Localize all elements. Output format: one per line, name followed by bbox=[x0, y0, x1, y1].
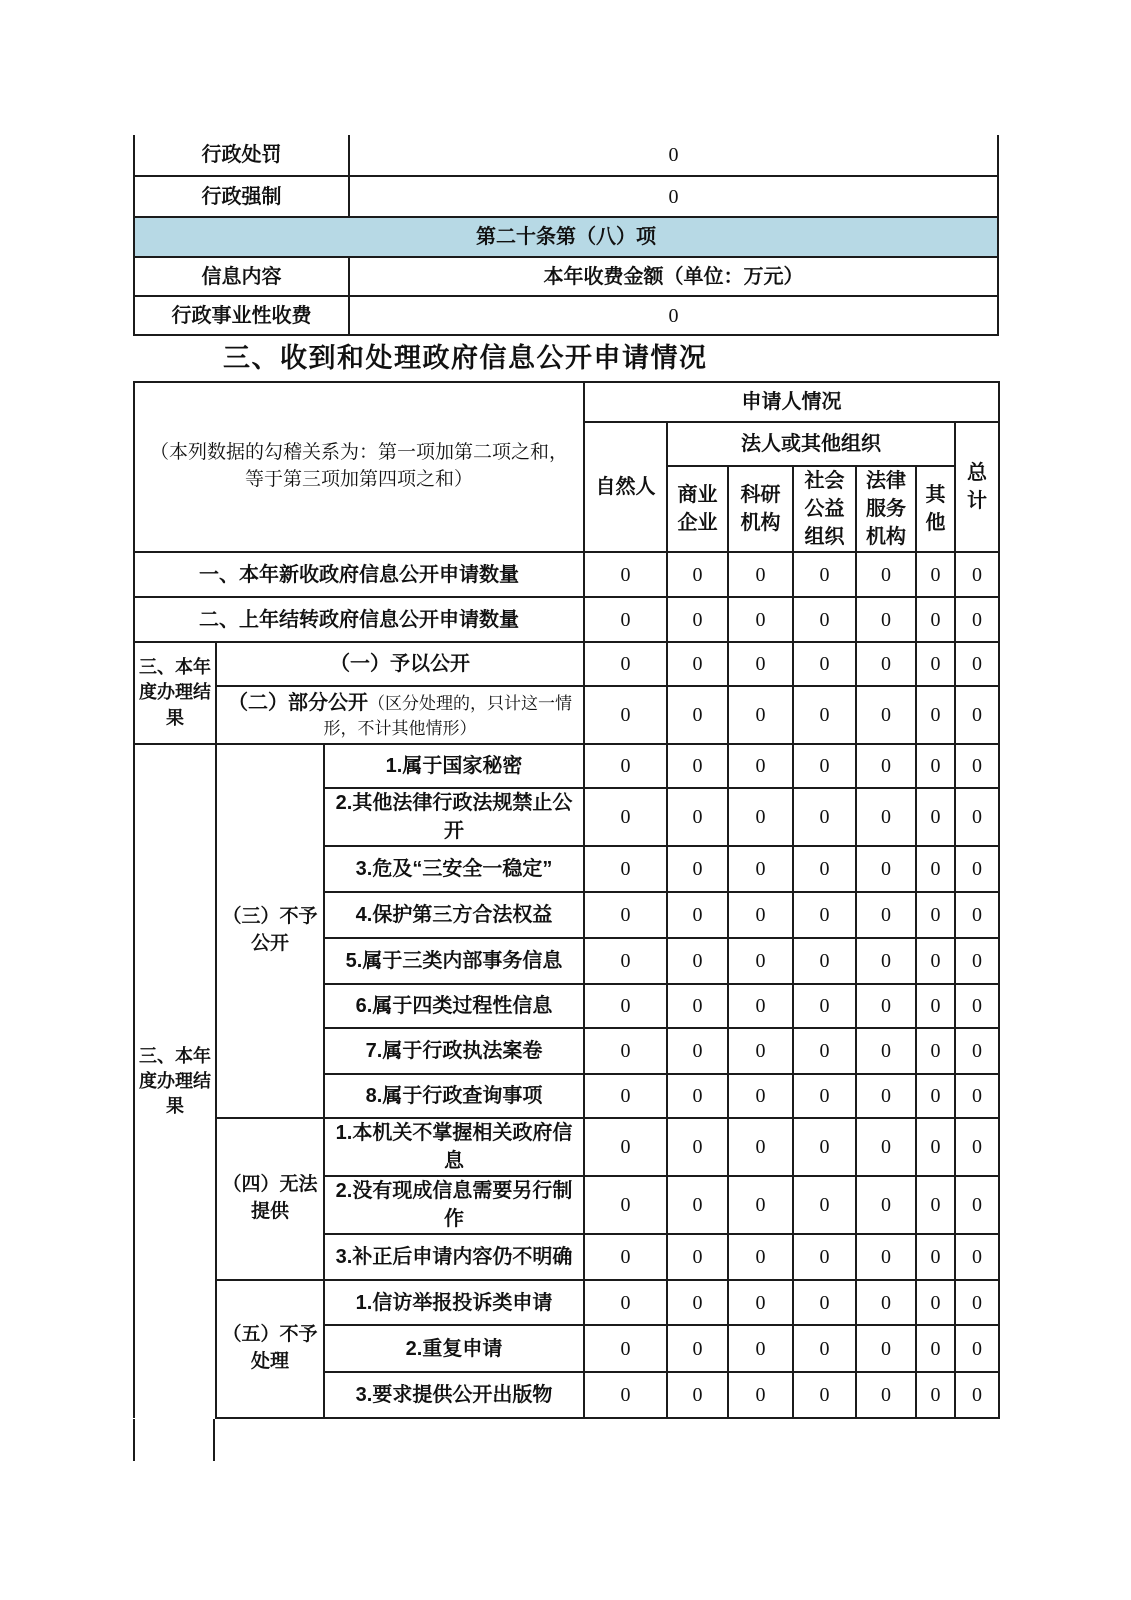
value-cell: 0 bbox=[667, 1372, 728, 1418]
value-cell: 0 bbox=[667, 1118, 728, 1176]
value-cell: 0 bbox=[584, 1118, 667, 1176]
value-cell: 0 bbox=[955, 892, 999, 938]
value-cell: 0 bbox=[955, 1372, 999, 1418]
value-cell: 0 bbox=[916, 984, 955, 1028]
value-cell: 0 bbox=[728, 1234, 793, 1280]
top-table bbox=[133, 135, 999, 336]
value-cell: 0 bbox=[793, 1028, 856, 1074]
value-cell: 0 bbox=[955, 1325, 999, 1372]
value-cell: 0 bbox=[667, 1074, 728, 1118]
value-cell: 0 bbox=[955, 984, 999, 1028]
blue-band: 第二十条第（八）项 bbox=[134, 217, 998, 257]
value-cell: 0 bbox=[856, 788, 916, 846]
item-label: 8.属于行政查询事项 bbox=[324, 1074, 584, 1118]
value-cell: 0 bbox=[667, 1234, 728, 1280]
value-cell: 0 bbox=[916, 686, 955, 744]
note-line-2: 等于第三项加第四项之和） bbox=[245, 469, 474, 490]
note-line-1: （本列数据的勾稽关系为：第一项加第二项之和， bbox=[150, 442, 569, 464]
row-label: 二、上年结转政府信息公开申请数量 bbox=[134, 597, 584, 642]
value-cell: 0 bbox=[793, 892, 856, 938]
value-cell: 0 bbox=[728, 846, 793, 892]
value-cell: 0 bbox=[916, 1234, 955, 1280]
value-cell: 0 bbox=[916, 744, 955, 788]
value-cell: 0 bbox=[856, 1372, 916, 1418]
section-heading: 三、收到和处理政府信息公开申请情况 bbox=[223, 343, 708, 373]
header-natural-person: 自然人 bbox=[584, 422, 667, 552]
value-cell: 0 bbox=[728, 744, 793, 788]
item-label: 4.保护第三方合法权益 bbox=[324, 892, 584, 938]
row-value: 0 bbox=[349, 176, 998, 217]
value-cell: 0 bbox=[793, 686, 856, 744]
value-cell: 0 bbox=[955, 1028, 999, 1074]
value-cell: 0 bbox=[916, 1372, 955, 1418]
value-cell: 0 bbox=[728, 984, 793, 1028]
value-cell: 0 bbox=[955, 642, 999, 686]
category-label: （五）不予处理 bbox=[216, 1280, 324, 1418]
row-label: 一、本年新收政府信息公开申请数量 bbox=[134, 552, 584, 597]
value-cell: 0 bbox=[728, 597, 793, 642]
row-label: 行政处罚 bbox=[134, 135, 349, 176]
value-cell: 0 bbox=[584, 1074, 667, 1118]
value-cell: 0 bbox=[955, 1118, 999, 1176]
value-cell: 0 bbox=[856, 1176, 916, 1234]
value-cell: 0 bbox=[584, 1176, 667, 1234]
value-cell: 0 bbox=[728, 1372, 793, 1418]
value-cell: 0 bbox=[856, 1028, 916, 1074]
value-cell: 0 bbox=[667, 1028, 728, 1074]
value-cell: 0 bbox=[793, 1280, 856, 1325]
value-cell: 0 bbox=[856, 686, 916, 744]
main-table bbox=[133, 381, 1000, 1419]
value-cell: 0 bbox=[667, 788, 728, 846]
value-cell: 0 bbox=[793, 597, 856, 642]
category-label: （四）无法提供 bbox=[216, 1118, 324, 1280]
value-cell: 0 bbox=[793, 1074, 856, 1118]
value-cell: 0 bbox=[584, 597, 667, 642]
value-cell: 0 bbox=[584, 984, 667, 1028]
value-cell: 0 bbox=[793, 1372, 856, 1418]
value-cell: 0 bbox=[955, 846, 999, 892]
category-label: （三）不予公开 bbox=[216, 744, 324, 1118]
value-cell: 0 bbox=[856, 744, 916, 788]
value-cell: 0 bbox=[856, 892, 916, 938]
value-cell: 0 bbox=[856, 642, 916, 686]
value-cell: 0 bbox=[667, 552, 728, 597]
header-org-col: 科研机构 bbox=[728, 466, 793, 552]
value-cell: 0 bbox=[916, 788, 955, 846]
value-cell: 0 bbox=[728, 1118, 793, 1176]
value-cell: 0 bbox=[667, 892, 728, 938]
item-label: 3.要求提供公开出版物 bbox=[324, 1372, 584, 1418]
value-cell: 0 bbox=[584, 846, 667, 892]
value-cell: 0 bbox=[728, 1028, 793, 1074]
value-cell: 0 bbox=[667, 846, 728, 892]
value-cell: 0 bbox=[916, 1325, 955, 1372]
value-cell: 0 bbox=[793, 1325, 856, 1372]
value-cell: 0 bbox=[793, 938, 856, 984]
value-cell: 0 bbox=[793, 1234, 856, 1280]
page-content bbox=[133, 135, 999, 1461]
value-cell: 0 bbox=[916, 1028, 955, 1074]
value-cell: 0 bbox=[955, 938, 999, 984]
value-cell: 0 bbox=[916, 938, 955, 984]
value-cell: 0 bbox=[667, 984, 728, 1028]
value-cell: 0 bbox=[856, 938, 916, 984]
value-cell: 0 bbox=[793, 1118, 856, 1176]
value-cell: 0 bbox=[856, 1280, 916, 1325]
value-cell: 0 bbox=[955, 1074, 999, 1118]
header-org-col: 法律服务机构 bbox=[856, 466, 916, 552]
row-value: 0 bbox=[349, 296, 998, 335]
value-cell: 0 bbox=[916, 597, 955, 642]
value-cell: 0 bbox=[856, 984, 916, 1028]
item-label: 2.其他法律行政法规禁止公开 bbox=[324, 788, 584, 846]
value-cell: 0 bbox=[584, 1280, 667, 1325]
value-cell: 0 bbox=[667, 744, 728, 788]
value-cell: 0 bbox=[667, 642, 728, 686]
value-cell: 0 bbox=[856, 1118, 916, 1176]
value-cell: 0 bbox=[955, 1280, 999, 1325]
item-label: 1.信访举报投诉类申请 bbox=[324, 1280, 584, 1325]
row-label: 行政事业性收费 bbox=[134, 296, 349, 335]
value-cell: 0 bbox=[584, 1325, 667, 1372]
item-label: 6.属于四类过程性信息 bbox=[324, 984, 584, 1028]
item-label: 1.属于国家秘密 bbox=[324, 744, 584, 788]
value-cell: 0 bbox=[916, 846, 955, 892]
value-cell: 0 bbox=[793, 1176, 856, 1234]
value-cell: 0 bbox=[856, 1234, 916, 1280]
item-label: 3.危及“三安全一稳定” bbox=[324, 846, 584, 892]
value-cell: 0 bbox=[728, 1280, 793, 1325]
group-label: 三、本年度办理结果 bbox=[134, 744, 216, 1418]
row-label: 信息内容 bbox=[134, 257, 349, 296]
value-cell: 0 bbox=[856, 846, 916, 892]
item-label: 2.没有现成信息需要另行制作 bbox=[324, 1176, 584, 1234]
row-label: （一）予以公开 bbox=[216, 642, 584, 686]
value-cell: 0 bbox=[955, 744, 999, 788]
value-cell: 0 bbox=[856, 1074, 916, 1118]
value-cell: 0 bbox=[793, 552, 856, 597]
value-cell: 0 bbox=[667, 1325, 728, 1372]
group-label: 三、本年度办理结果 bbox=[134, 642, 216, 744]
value-cell: 0 bbox=[728, 892, 793, 938]
value-cell: 0 bbox=[916, 1074, 955, 1118]
header-org-col: 其他 bbox=[916, 466, 955, 552]
row-label bbox=[216, 686, 584, 744]
value-cell: 0 bbox=[793, 788, 856, 846]
value-cell: 0 bbox=[916, 892, 955, 938]
value-cell: 0 bbox=[728, 1325, 793, 1372]
value-cell: 0 bbox=[584, 642, 667, 686]
value-cell: 0 bbox=[584, 686, 667, 744]
value-cell: 0 bbox=[667, 1176, 728, 1234]
header-total: 总计 bbox=[955, 422, 999, 552]
header-applicant: 申请人情况 bbox=[584, 382, 999, 422]
item-label: 5.属于三类内部事务信息 bbox=[324, 938, 584, 984]
item-label: 1.本机关不掌握相关政府信息 bbox=[324, 1118, 584, 1176]
value-cell: 0 bbox=[584, 744, 667, 788]
row-label-main: （二）部分公开 bbox=[228, 691, 369, 714]
value-cell: 0 bbox=[584, 1372, 667, 1418]
value-cell: 0 bbox=[728, 642, 793, 686]
value-cell: 0 bbox=[584, 552, 667, 597]
value-cell: 0 bbox=[916, 1176, 955, 1234]
value-cell: 0 bbox=[856, 552, 916, 597]
column-page-break-stub bbox=[133, 1419, 215, 1461]
item-label: 3.补正后申请内容仍不明确 bbox=[324, 1234, 584, 1280]
value-cell: 0 bbox=[793, 846, 856, 892]
value-cell: 0 bbox=[793, 984, 856, 1028]
value-cell: 0 bbox=[584, 788, 667, 846]
item-label: 7.属于行政执法案卷 bbox=[324, 1028, 584, 1074]
value-cell: 0 bbox=[955, 788, 999, 846]
value-cell: 0 bbox=[916, 642, 955, 686]
value-cell: 0 bbox=[856, 1325, 916, 1372]
value-cell: 0 bbox=[667, 597, 728, 642]
value-cell: 0 bbox=[728, 552, 793, 597]
row-value: 0 bbox=[349, 135, 998, 176]
value-cell: 0 bbox=[584, 1234, 667, 1280]
item-label: 2.重复申请 bbox=[324, 1325, 584, 1372]
row-label-note: （区分处理的，只计这一情形，不计其他情形） bbox=[323, 693, 573, 738]
value-cell: 0 bbox=[728, 1074, 793, 1118]
value-cell: 0 bbox=[955, 552, 999, 597]
value-cell: 0 bbox=[667, 686, 728, 744]
value-cell: 0 bbox=[584, 938, 667, 984]
value-cell: 0 bbox=[667, 938, 728, 984]
value-cell: 0 bbox=[916, 1118, 955, 1176]
value-cell: 0 bbox=[856, 597, 916, 642]
value-cell: 0 bbox=[667, 1280, 728, 1325]
value-cell: 0 bbox=[728, 938, 793, 984]
value-cell: 0 bbox=[793, 642, 856, 686]
value-cell: 0 bbox=[955, 1176, 999, 1234]
header-legal-org: 法人或其他组织 bbox=[667, 422, 955, 466]
value-cell: 0 bbox=[584, 892, 667, 938]
header-org-col: 商业企业 bbox=[667, 466, 728, 552]
row-label: 行政强制 bbox=[134, 176, 349, 217]
header-org-col: 社会公益组织 bbox=[793, 466, 856, 552]
value-cell: 0 bbox=[955, 1234, 999, 1280]
value-cell: 0 bbox=[955, 686, 999, 744]
value-cell: 0 bbox=[584, 1028, 667, 1074]
value-cell: 0 bbox=[916, 552, 955, 597]
value-cell: 0 bbox=[793, 744, 856, 788]
row-value: 本年收费金额（单位：万元） bbox=[349, 257, 998, 296]
note-cell bbox=[134, 382, 584, 552]
value-cell: 0 bbox=[955, 597, 999, 642]
value-cell: 0 bbox=[916, 1280, 955, 1325]
value-cell: 0 bbox=[728, 788, 793, 846]
value-cell: 0 bbox=[728, 1176, 793, 1234]
value-cell: 0 bbox=[728, 686, 793, 744]
